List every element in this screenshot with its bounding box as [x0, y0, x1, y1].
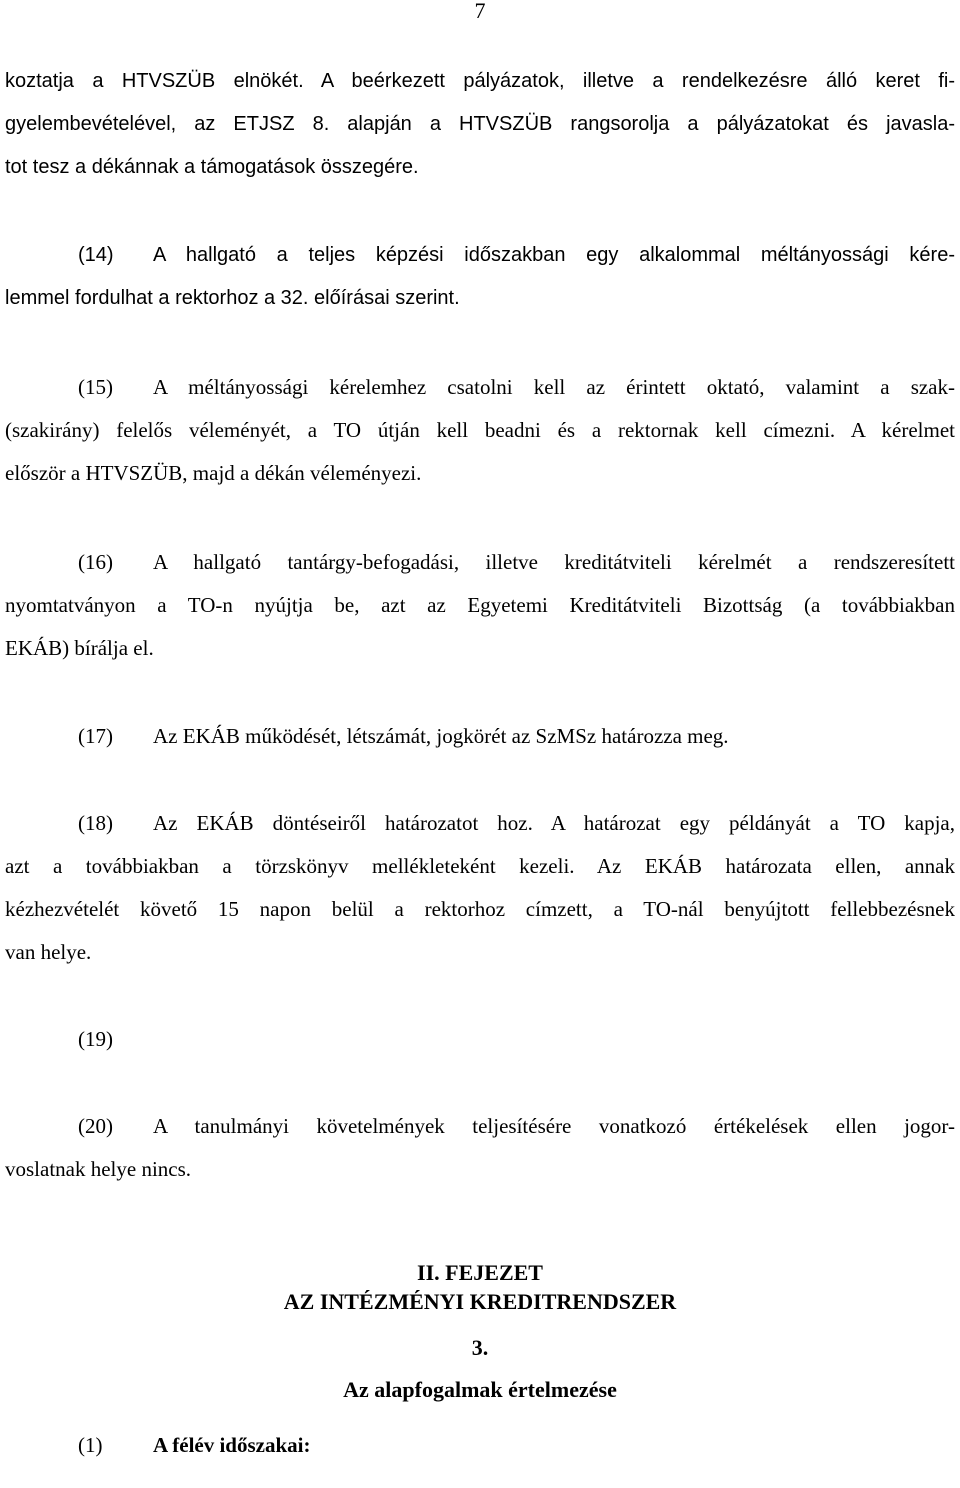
item-1-title: A félév időszakai: — [153, 1433, 311, 1457]
paragraph-15-text-1: A méltányossági kérelemhez csatolni kell az érintett oktató, valamint a szak- — [153, 375, 955, 399]
paragraph-14-text-1: A hallgató a teljes képzési időszakban egy alkalommal méltányossági kére- — [153, 244, 955, 266]
chapter-title: AZ INTÉZMÉNYI KREDITRENDSZER — [283, 1289, 677, 1314]
paragraph-16-line-3: EKÁB) bírálja el. — [5, 636, 154, 660]
paragraph-18-line-3: kézhezvételét követő 15 napon belül a rektorhoz címzett, a TO-nál benyújtott fellebbezésnek — [5, 897, 955, 921]
item-1-line — [5, 1424, 955, 1467]
paragraph-18 — [5, 802, 955, 974]
intro-line-2: gyelembevételével, az ETJSZ 8. alapján a HTVSZÜB rangsorolja a pályázatokat és javasla- — [5, 113, 955, 135]
paragraph-18-number: (18) — [78, 811, 113, 835]
paragraph-20-text-1: A tanulmányi követelmények teljesítésére vonatkozó értékelések ellen jogor- — [153, 1114, 955, 1138]
paragraph-20-line-1 — [5, 1105, 955, 1148]
paragraph-20-line-2: voslatnak helye nincs. — [5, 1157, 192, 1181]
paragraph-14-line-1 — [5, 234, 955, 277]
paragraph-19-line-1 — [5, 1018, 955, 1061]
paragraph-19 — [5, 1018, 955, 1061]
paragraph-14 — [5, 234, 955, 320]
item-1 — [5, 1424, 955, 1467]
paragraph-15-line-1 — [5, 366, 955, 409]
paragraph-14-line-2: lemmel fordulhat a rektorhoz a 32. előírásai szerint. — [5, 287, 460, 309]
paragraph-18-line-1 — [5, 802, 955, 845]
section-title: Az alapfogalmak értelmezése — [343, 1377, 617, 1402]
paragraph-18-line-4: van helye. — [5, 940, 92, 964]
paragraph-14-number: (14) — [78, 244, 114, 266]
intro-line-3: tot tesz a dékánnak a támogatások összegére. — [5, 156, 419, 178]
intro-line-1: koztatja a HTVSZÜB elnökét. A beérkezett pályázatok, illetve a rendelkezésre álló keret fi- — [5, 70, 955, 92]
paragraph-20 — [5, 1105, 955, 1191]
paragraph-17 — [5, 715, 955, 758]
paragraph-16-line-2: nyomtatványon a TO-n nyújtja be, azt az Egyetemi Kreditátviteli Bizottság (a továbbiakban — [5, 593, 955, 617]
paragraph-16-text-1: A hallgató tantárgy-befogadási, illetve kreditátviteli kérelmét a rendszeresített — [153, 550, 955, 574]
paragraph-16-line-1 — [5, 541, 955, 584]
paragraph-18-text-1: Az EKÁB döntéseiről határozatot hoz. A határozat egy példányát a TO kapja, — [153, 811, 955, 835]
item-1-number: (1) — [78, 1433, 103, 1457]
paragraph-16-number: (16) — [78, 550, 113, 574]
paragraph-16 — [5, 541, 955, 670]
paragraph-15-line-2: (szakirány) felelős véleményét, a TO útján kell beadni és a rektornak kell címezni. A kérelmet — [5, 418, 955, 442]
paragraph-15-line-3: először a HTVSZÜB, majd a dékán véleményezi. — [5, 461, 422, 485]
paragraph-15-number: (15) — [78, 375, 113, 399]
section-number: 3. — [471, 1335, 489, 1360]
intro-paragraph — [5, 60, 955, 189]
paragraph-17-number: (17) — [78, 724, 113, 748]
paragraph-15 — [5, 366, 955, 495]
paragraph-17-line-1 — [5, 715, 955, 758]
paragraph-19-number: (19) — [78, 1027, 113, 1051]
paragraph-20-number: (20) — [78, 1114, 113, 1138]
paragraph-18-line-2: azt a továbbiakban a törzskönyv mellékleteként kezeli. Az EKÁB határozata ellen, annak — [5, 854, 955, 878]
chapter-label: II. FEJEZET — [417, 1260, 543, 1285]
paragraph-17-text-1: Az EKÁB működését, létszámát, jogkörét az SzMSz határozza meg. — [153, 724, 729, 748]
page-number: 7 — [474, 0, 486, 23]
